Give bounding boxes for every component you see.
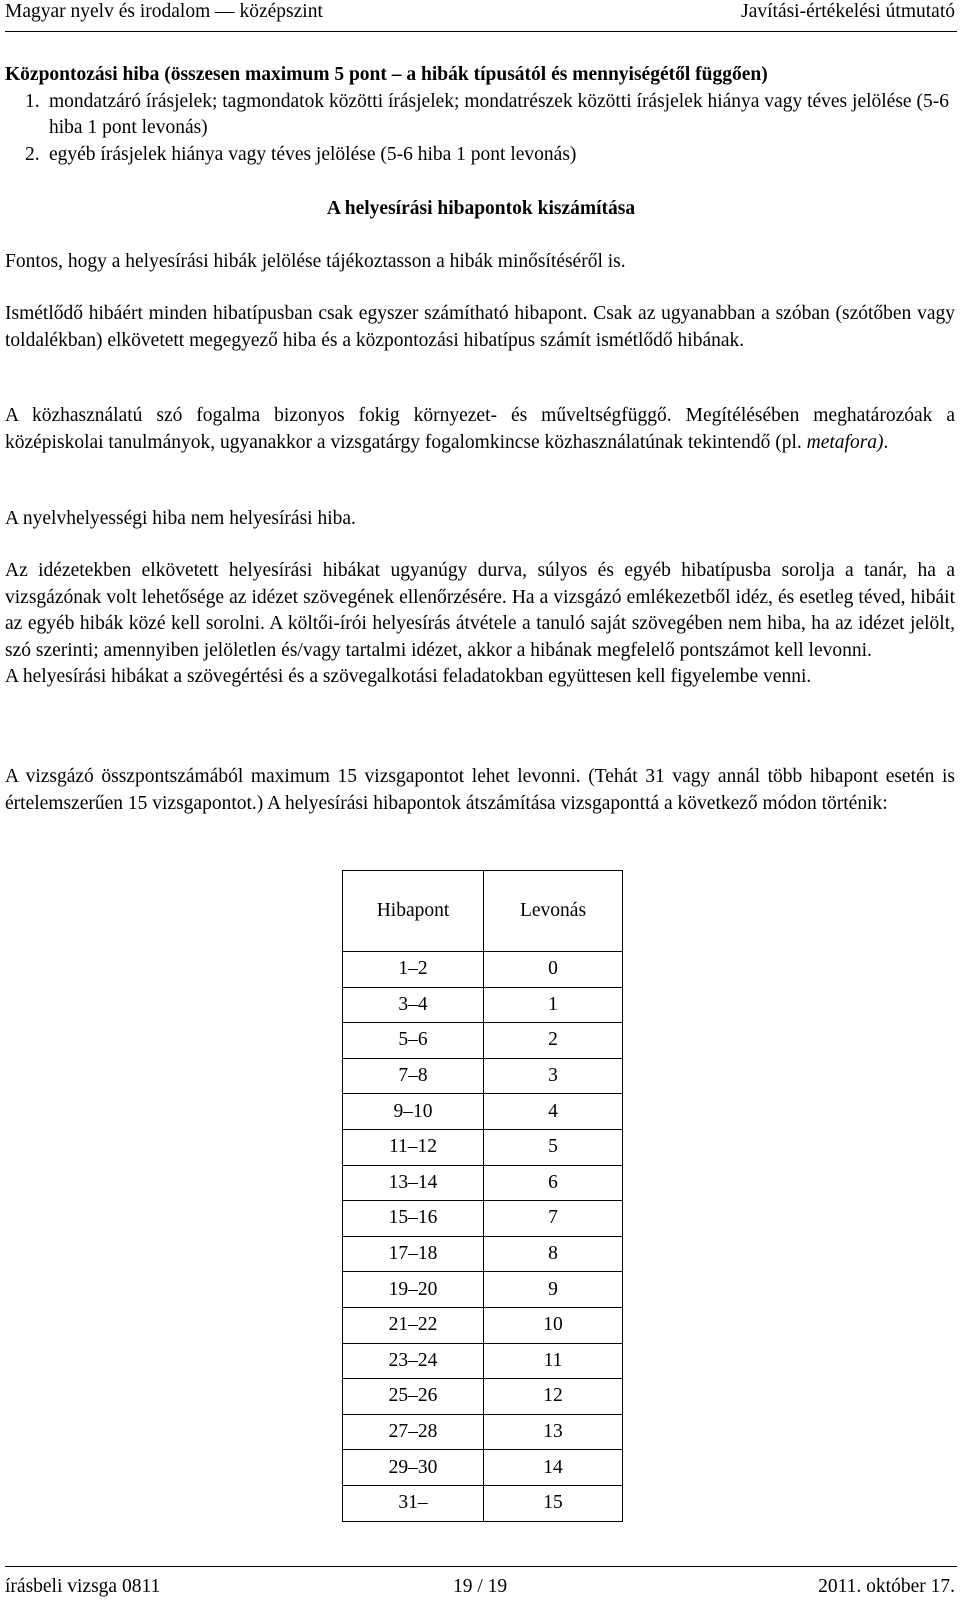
table-header-cell: Levonás [484,871,623,952]
paragraph-text: A helyesírási hibákat a szövegértési és a szövegalkotási feladatokban együttesen kell figyelembe venni. [5,666,812,687]
list-number: 2. [25,143,40,165]
hibapont-cell: 19–20 [343,1272,484,1308]
levonas-cell: 2 [484,1023,623,1059]
levonas-cell: 1 [484,987,623,1023]
paragraph-end: . [883,431,889,453]
table-row [343,1485,623,1521]
paragraph-4 [5,506,955,533]
hibapont-cell: 15–16 [343,1201,484,1237]
levonas-cell: 12 [484,1379,623,1415]
hibapont-cell: 25–26 [343,1379,484,1415]
deduction-table [342,870,623,1522]
hibapont-cell: 1–2 [343,952,484,988]
table-header-row [343,871,623,952]
table-row [343,1414,623,1450]
footer-left: írásbeli vizsga 0811 [5,1576,161,1597]
levonas-cell: 5 [484,1129,623,1165]
hibapont-cell: 21–22 [343,1307,484,1343]
hibapont-cell: 31– [343,1485,484,1521]
header-rule [5,31,957,32]
paragraph-7 [5,764,955,817]
punctuation-section [5,62,955,168]
header-left: Magyar nyelv és irodalom — középszint [5,1,323,22]
levonas-cell: 15 [484,1485,623,1521]
footer-page-number: 19 / 19 [453,1576,508,1597]
hibapont-cell: 23–24 [343,1343,484,1379]
levonas-cell: 7 [484,1201,623,1237]
table-row [343,1307,623,1343]
header-right: Javítási-értékelési útmutató [741,1,955,22]
hibapont-cell: 3–4 [343,987,484,1023]
paragraph-3 [5,403,955,456]
hibapont-cell: 27–28 [343,1414,484,1450]
paragraph-main: A közhasználatú szó fogalma bizonyos fokig környezet- és műveltségfüggő. Megítélésében meghatározóak a középiskolai tanulmányok, ugyanakkor a vizsgatárgy fogalomkincse közhasználatúnak tekintendő (pl. [5,405,955,453]
levonas-cell: 11 [484,1343,623,1379]
paragraph-1 [5,249,955,276]
document-page [5,0,957,1613]
levonas-cell: 0 [484,952,623,988]
table-header-cell: Hibapont [343,871,484,952]
footer-rule [5,1566,957,1567]
levonas-cell: 4 [484,1094,623,1130]
table-row [343,952,623,988]
hibapont-cell: 29–30 [343,1450,484,1486]
paragraph-text: Fontos, hogy a helyesírási hibák jelölése tájékoztasson a hibák minősítéséről is. [5,251,626,272]
levonas-cell: 6 [484,1165,623,1201]
punctuation-heading: Központozási hiba (összesen maximum 5 pont – a hibák típusától és mennyiségétől függően) [5,64,768,85]
table-row [343,1094,623,1130]
table-row [343,1023,623,1059]
hibapont-cell: 17–18 [343,1236,484,1272]
paragraph-text: Az idézetekben elkövetett helyesírási hibákat ugyanúgy durva, súlyos és egyéb hibatípusba sorolja a tanár, ha a vizsgázónak volt lehetősége az idézet szövegének ellenőrzésére. Ha a vizsgázó emlékezetből idéz, és esetleg téved, hibáit az egyéb hibák közé kell sorolni. A költői-írói helyesírás átvétele a tanuló saját szövegében nem hiba, ha az idézet jelölt, szó szerinti; amennyiben jelöletlen és/vagy tartalmi idézet, akkor a hibának megfelelő pontszámot kell levonni. [5,560,955,661]
page-footer [5,1572,957,1602]
paragraph-text: A nyelvhelyességi hiba nem helyesírási hiba. [5,508,356,529]
hibapont-cell: 13–14 [343,1165,484,1201]
hibapont-cell: 7–8 [343,1058,484,1094]
table-row [343,1343,623,1379]
hibapont-cell: 11–12 [343,1129,484,1165]
table-row [343,1272,623,1308]
paragraph-5 [5,558,955,691]
page-header [5,0,957,26]
levonas-cell: 14 [484,1450,623,1486]
paragraph-italic: metafora) [806,431,884,453]
paragraph-text: A vizsgázó összpontszámából maximum 15 vizsgapontot lehet levonni. (Tehát 31 vagy annál több hibapont esetén is értelemszerűen 15 vizsgapontot.) A helyesírási hibapontok átszámítása vizsgaponttá a következő módon történik: [5,766,955,814]
hibapont-cell: 5–6 [343,1023,484,1059]
table-row [343,1058,623,1094]
table-row [343,1236,623,1272]
list-text: egyéb írásjelek hiánya vagy téves jelölése (5-6 hiba 1 pont levonás) [49,143,577,165]
footer-date: 2011. október 17. [818,1576,955,1597]
levonas-cell: 3 [484,1058,623,1094]
paragraph-text [5,403,955,456]
levonas-cell: 8 [484,1236,623,1272]
list-text: mondatzáró írásjelek; tagmondatok közötti írásjelek; mondatrészek közötti írásjelek hiánya vagy téves jelölése (5-6 hiba 1 pont levonás) [49,90,949,138]
paragraph-text: Ismétlődő hibáért minden hibatípusban csak egyszer számítható hibapont. Csak az ugyanabban a szóban (szótőben vagy toldalékban) elkövetett megegyező hiba és a központozási hibatípus számít ismétlődő hibának. [5,303,955,351]
levonas-cell: 13 [484,1414,623,1450]
punctuation-item-2 [5,142,955,169]
punctuation-item-1 [5,89,955,142]
list-number: 1. [25,90,40,112]
deduction-table-wrap [342,870,623,1522]
levonas-cell: 9 [484,1272,623,1308]
levonas-cell: 10 [484,1307,623,1343]
table-row [343,1450,623,1486]
table-row [343,987,623,1023]
paragraph-2 [5,301,955,354]
table-row [343,1379,623,1415]
table-row [343,1201,623,1237]
section-title: A helyesírási hibapontok kiszámítása [326,198,636,219]
table-row [343,1129,623,1165]
hibapont-cell: 9–10 [343,1094,484,1130]
table-row [343,1165,623,1201]
